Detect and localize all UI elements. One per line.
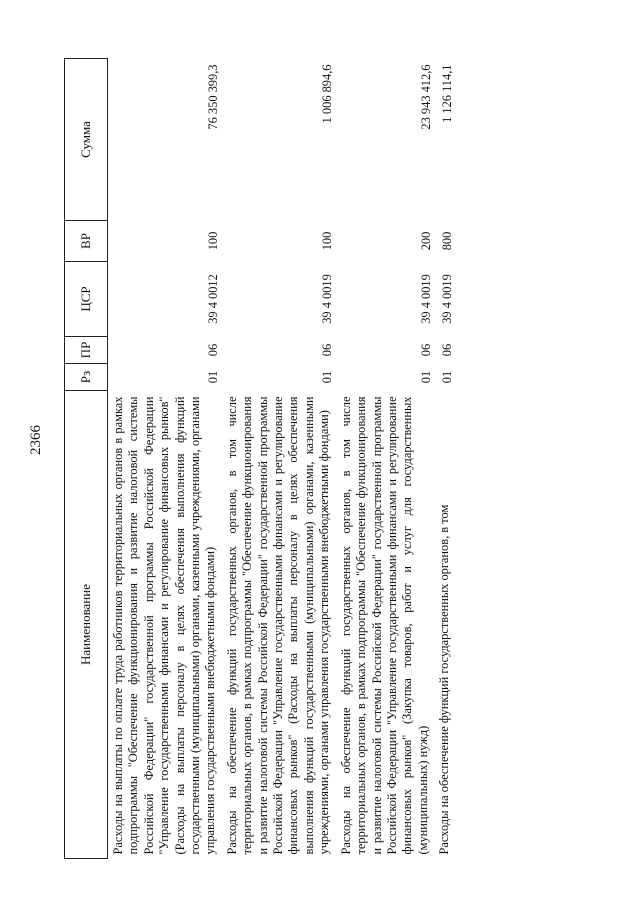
row-sum: 23 943 412,6 (418, 64, 433, 130)
budget-table (64, 58, 456, 859)
budget-table-rotated (64, 59, 604, 859)
header-pr: ПР (65, 337, 108, 364)
header-rz: Рз (65, 364, 108, 391)
table-row (434, 59, 455, 859)
row-name: Расходы на обеспечение функций государственных органов, в том числе территориальных органов, в рамках подпрограммы "Обеспечение функционирования и развитие налоговой системы Российской Федерации" государственной программы Российской Федерации "Управление государственными финансами и регулирование финансовых рынков" (Расходы на выплаты персоналу в целях обеспечения выполнения функций государственными (муниципальными) органами, казенными учреждениями, органами управления государственными внебюджетными фондами) (224, 396, 332, 855)
header-name: Наименование (65, 391, 108, 859)
row-sum: 1 006 894,6 (320, 64, 335, 124)
row-pr: 06 (320, 343, 335, 357)
row-vr: 100 (206, 231, 221, 251)
row-csr: 39 4 0019 (320, 274, 335, 324)
row-name: Расходы на обеспечение функций государственных органов, в том числе территориальных органов, в рамках подпрограммы "Обеспечение функционирования и развитие налоговой системы Российской Федерации" государственной программы Российской Федерации "Управление государственными финансами и регулирование финансовых рынков" (Закупка товаров, работ и услуг для государственных (муниципальных) нужд) (338, 396, 430, 855)
row-csr: 39 4 0019 (440, 274, 455, 324)
row-rz: 01 (440, 370, 455, 384)
row-sum: 76 350 399,3 (206, 64, 221, 130)
row-sum: 1 126 114,1 (440, 64, 455, 123)
page-number: 2366 (28, 425, 44, 455)
header-sum: Сумма (65, 59, 108, 221)
header-vr: ВР (65, 221, 108, 262)
row-csr: 39 4 0012 (206, 274, 221, 324)
table-row (108, 59, 222, 859)
row-name: Расходы на выплаты по оплате труда работников территориальных органов в рамках подпрограммы "Обеспечение функционирования и развитие налоговой системы Российской Федерации" государственной программы Российской Федерации "Управление государственными финансами и регулирование финансовых рынков" (Расходы на выплаты персоналу в целях обеспечения выполнения функций государственными (муниципальными) органами, казенными учреждениями, органами управления государственными внебюджетными фондами) (111, 396, 218, 855)
row-rz: 01 (418, 370, 433, 384)
row-vr: 800 (440, 231, 455, 251)
row-pr: 06 (206, 343, 221, 357)
row-pr: 06 (440, 343, 455, 357)
row-rz: 01 (206, 370, 221, 384)
row-name: Расходы на обеспечение функций государственных органов, в том (437, 504, 452, 855)
row-pr: 06 (418, 343, 433, 357)
row-vr: 200 (418, 231, 433, 251)
header-csr: ЦСР (65, 262, 108, 337)
table-row (336, 59, 434, 859)
table-header-row (65, 59, 108, 859)
table-row (222, 59, 336, 859)
row-rz: 01 (320, 370, 335, 384)
row-vr: 100 (320, 231, 335, 251)
row-csr: 39 4 0019 (418, 274, 433, 324)
